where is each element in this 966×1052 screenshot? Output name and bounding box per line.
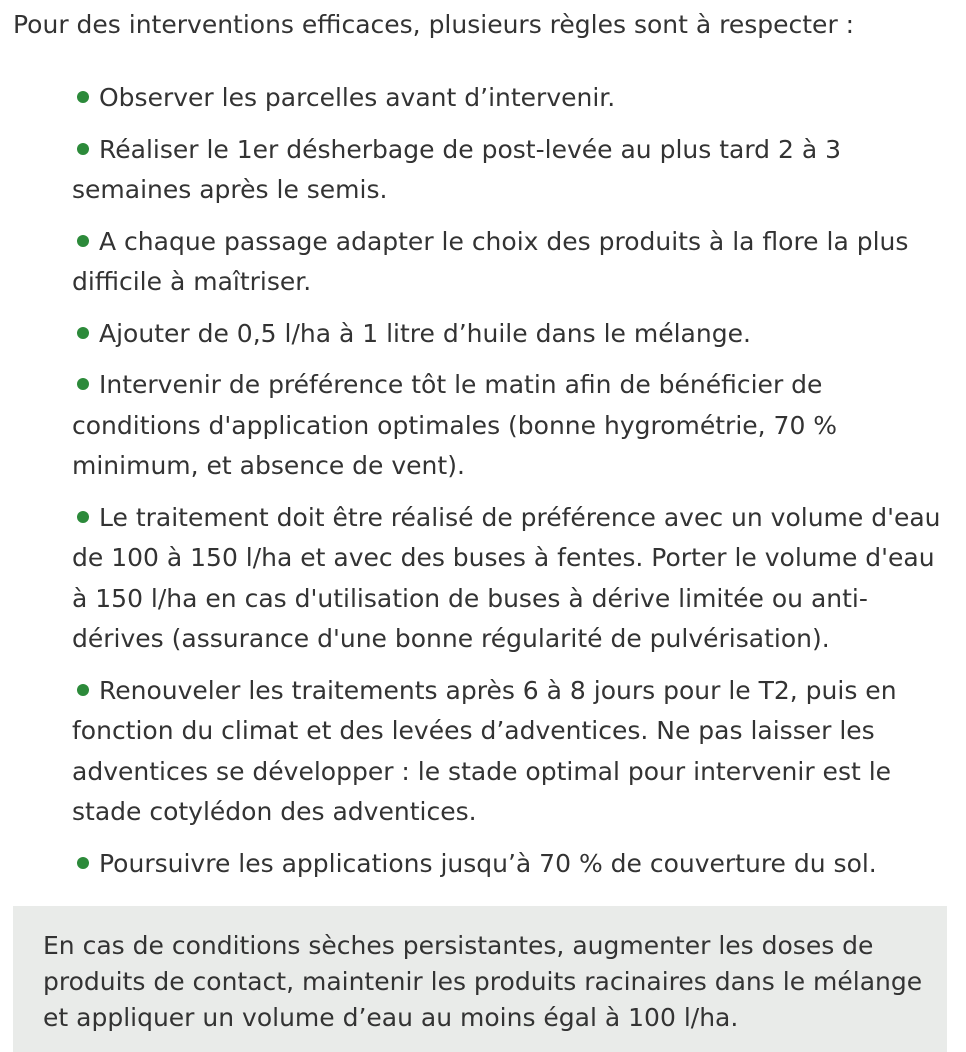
rule-item-7	[72, 671, 952, 833]
rule-item-2	[72, 130, 952, 211]
green-dot-icon	[77, 684, 89, 696]
rules-list	[72, 78, 952, 895]
rule-text: Intervenir de préférence tôt le matin afin de bénéficier de conditions d'application optimales (bonne hygrométrie, 70 % minimum, et absence de vent).	[72, 370, 838, 480]
green-dot-icon	[77, 235, 89, 247]
rule-text: Poursuivre les applications jusqu’à 70 % de couverture du sol.	[99, 848, 877, 878]
rule-text: A chaque passage adapter le choix des produits à la flore la plus difficile à maîtriser.	[72, 226, 909, 296]
rule-text: Observer les parcelles avant d’intervenir.	[99, 83, 616, 112]
intro-text: Pour des interventions efficaces, plusieurs règles sont à respecter :	[13, 10, 855, 39]
rule-item-8	[72, 844, 952, 885]
note-text: En cas de conditions sèches persistantes, augmenter les doses de produits de contact, maintenir les produits racinaires dans le mélange et appliquer un volume d’eau au moins égal à 100 l/ha.	[43, 931, 923, 1032]
rule-text: Renouveler les traitements après 6 à 8 jours pour le T2, puis en fonction du climat et des levées d’adventices. Ne pas laisser les adventices se développer : le stade optimal pour intervenir est le stade cotylédon des adventices.	[72, 675, 897, 826]
note-box	[13, 906, 947, 1052]
rule-item-6	[72, 498, 952, 660]
green-dot-icon	[77, 327, 89, 339]
green-dot-icon	[77, 511, 89, 523]
rule-item-5	[72, 365, 952, 487]
green-dot-icon	[77, 143, 89, 155]
green-dot-icon	[77, 378, 89, 390]
rule-text: Réaliser le 1er désherbage de post-levée au plus tard 2 à 3 semaines après le semis.	[72, 134, 842, 204]
green-dot-icon	[77, 857, 89, 869]
rule-item-3	[72, 222, 952, 303]
rule-item-1	[72, 78, 952, 119]
rule-item-4	[72, 314, 952, 355]
rule-text: Le traitement doit être réalisé de préférence avec un volume d'eau de 100 à 150 l/ha et avec des buses à fentes. Porter le volume d'eau à 150 l/ha en cas d'utilisation de buses à dérive limitée ou anti-dérives (assurance d'une bonne régularité de pulvérisation).	[72, 502, 941, 653]
green-dot-icon	[77, 91, 89, 103]
rule-text: Ajouter de 0,5 l/ha à 1 litre d’huile dans le mélange.	[99, 318, 751, 348]
